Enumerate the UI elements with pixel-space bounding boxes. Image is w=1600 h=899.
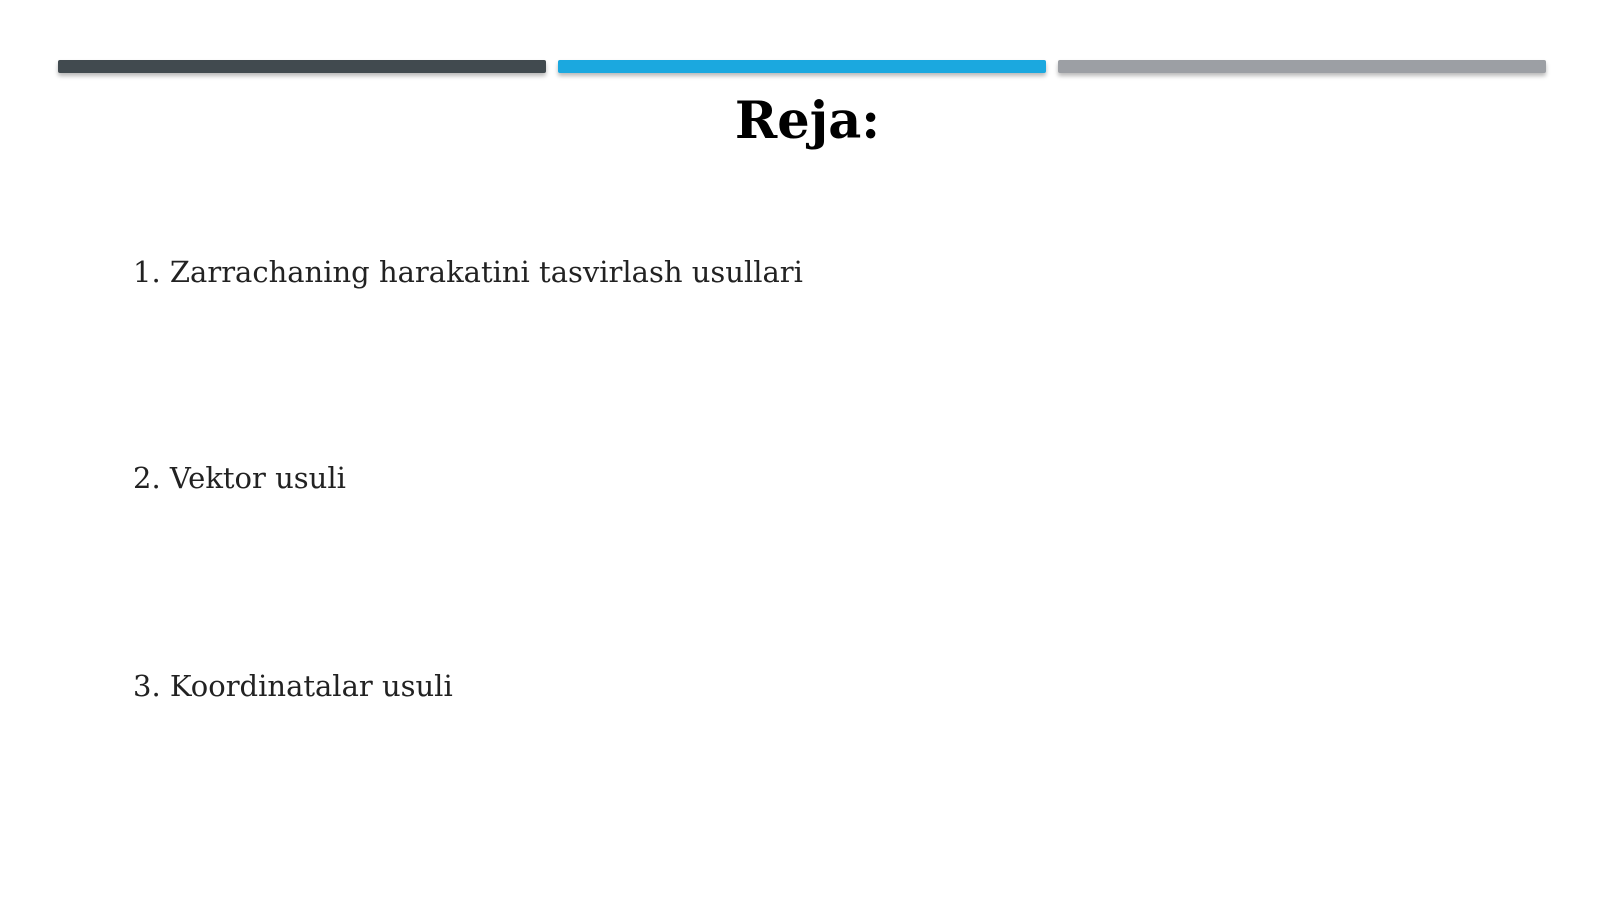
plan-item-1: 1. Zarrachaning harakatini tasvirlash usullari bbox=[133, 255, 803, 289]
accent-bar-dark bbox=[58, 60, 546, 73]
accent-bar-gray bbox=[1058, 60, 1546, 73]
accent-bar-blue bbox=[558, 60, 1046, 73]
plan-item-2: 2. Vektor usuli bbox=[133, 461, 346, 495]
slide-title: Reja: bbox=[734, 91, 881, 151]
plan-item-3: 3. Koordinatalar usuli bbox=[133, 669, 453, 703]
